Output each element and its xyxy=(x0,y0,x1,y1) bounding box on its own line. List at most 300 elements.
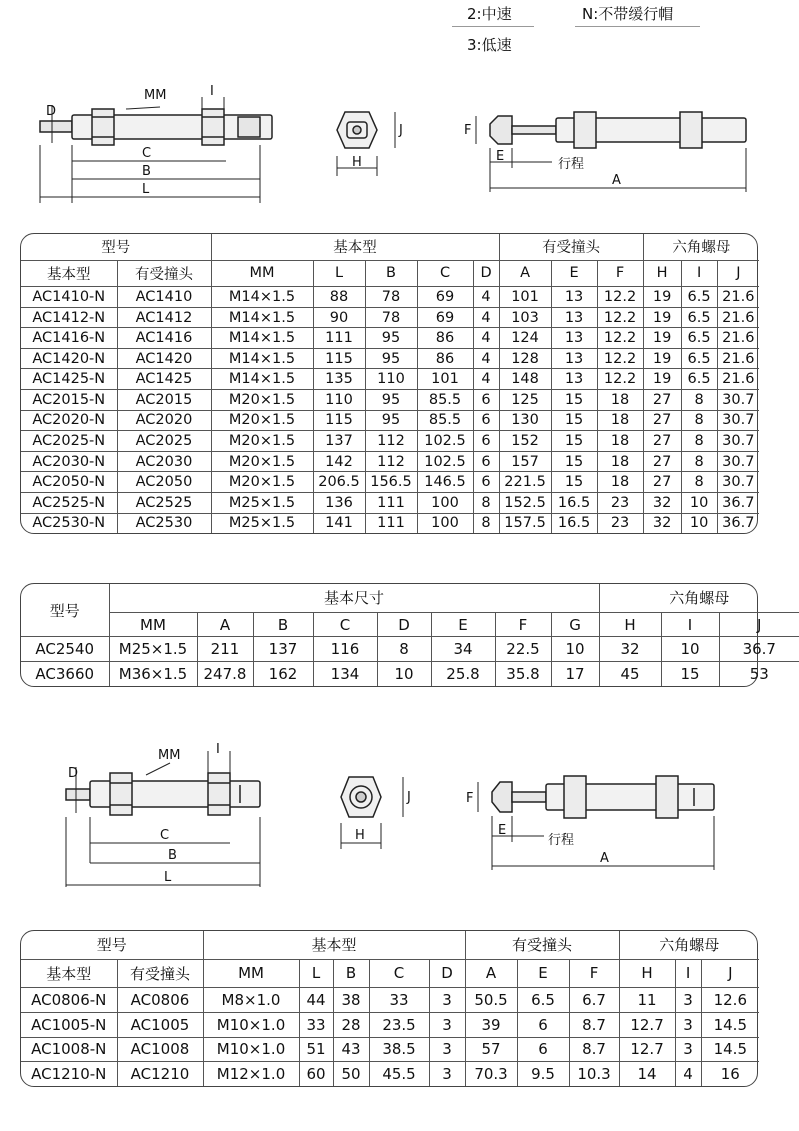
table-cell: 50.5 xyxy=(465,988,517,1013)
table-cell: 17 xyxy=(551,662,599,686)
column-header-row xyxy=(21,959,759,988)
table-cell: 111 xyxy=(365,492,417,513)
table-cell: 38.5 xyxy=(369,1037,429,1062)
table-cell: M25×1.5 xyxy=(211,513,313,533)
column-header-row xyxy=(21,612,799,637)
table-cell: 90 xyxy=(313,307,365,328)
dim-label-j: J xyxy=(407,790,411,805)
table-cell: 18 xyxy=(597,431,643,452)
table-cell: 15 xyxy=(551,410,597,431)
table-cell: 53 xyxy=(719,662,799,686)
table-cell: AC1410-N xyxy=(21,287,117,308)
column-header: E xyxy=(431,612,495,637)
group-header-nut: 六角螺母 xyxy=(619,931,759,959)
table-cell: AC2030-N xyxy=(21,451,117,472)
table-cell: 125 xyxy=(499,390,551,411)
table-cell: M14×1.5 xyxy=(211,369,313,390)
table-cell: 8 xyxy=(681,472,717,493)
table-row xyxy=(21,369,759,390)
column-header: 有受撞头 xyxy=(117,260,211,287)
table-cell: 6 xyxy=(473,451,499,472)
column-header: I xyxy=(675,959,701,988)
table-cell: 38 xyxy=(333,988,369,1013)
table-cell: AC2050-N xyxy=(21,472,117,493)
table-cell: 148 xyxy=(499,369,551,390)
table-row xyxy=(21,988,759,1013)
table-cell: AC2030 xyxy=(117,451,211,472)
table-cell: 57 xyxy=(465,1037,517,1062)
table-cell: 16 xyxy=(701,1062,759,1086)
table-row xyxy=(21,1037,759,1062)
table-cell: 6.5 xyxy=(681,328,717,349)
column-header: C xyxy=(369,959,429,988)
table-cell: 101 xyxy=(499,287,551,308)
table-cell: 36.7 xyxy=(719,637,799,662)
table-cell: 8 xyxy=(681,390,717,411)
table-cell: 12.2 xyxy=(597,287,643,308)
table-cell: 6.5 xyxy=(681,287,717,308)
table-cell: AC0806-N xyxy=(21,988,117,1013)
column-header: A xyxy=(499,260,551,287)
table-cell: 110 xyxy=(313,390,365,411)
table-cell: 128 xyxy=(499,348,551,369)
table-cell: 6.5 xyxy=(681,369,717,390)
table-cell: 10.3 xyxy=(569,1062,619,1086)
table-cell: AC1425 xyxy=(117,369,211,390)
group-header-nut: 六角螺母 xyxy=(599,584,799,612)
table-cell: M8×1.0 xyxy=(203,988,299,1013)
table-cell: 32 xyxy=(599,637,661,662)
table-cell: 51 xyxy=(299,1037,333,1062)
table-cell: 3 xyxy=(429,988,465,1013)
dim-label-f: F xyxy=(464,123,472,138)
table-row xyxy=(21,348,759,369)
table-cell: 10 xyxy=(377,662,431,686)
column-header: C xyxy=(417,260,473,287)
table-cell: 95 xyxy=(365,348,417,369)
table-cell: 23 xyxy=(597,492,643,513)
table-row xyxy=(21,492,759,513)
table-cell: 11 xyxy=(619,988,675,1013)
dim-label-c: C xyxy=(142,146,152,161)
table-cell: 21.6 xyxy=(717,348,759,369)
table-cell: 3 xyxy=(429,1037,465,1062)
table-cell: 137 xyxy=(253,637,313,662)
table-cell: 112 xyxy=(365,451,417,472)
table-cell: 19 xyxy=(643,348,681,369)
column-header: B xyxy=(253,612,313,637)
table-cell: M36×1.5 xyxy=(109,662,197,686)
table-cell: 4 xyxy=(473,369,499,390)
table-cell: 10 xyxy=(681,492,717,513)
table-cell: 12.2 xyxy=(597,307,643,328)
table-cell: M25×1.5 xyxy=(211,492,313,513)
table-cell: 8 xyxy=(681,431,717,452)
column-header: 基本型 xyxy=(21,260,117,287)
table-cell: 10 xyxy=(551,637,599,662)
table-cell: 85.5 xyxy=(417,410,473,431)
dim-label-stroke: 行程 xyxy=(548,833,575,848)
table-cell: 78 xyxy=(365,287,417,308)
group-header-nut: 六角螺母 xyxy=(643,234,759,260)
group-header-basic: 基本型 xyxy=(203,931,465,959)
table-cell: 27 xyxy=(643,390,681,411)
table-cell: 102.5 xyxy=(417,451,473,472)
table-cell: M20×1.5 xyxy=(211,390,313,411)
column-header: D xyxy=(377,612,431,637)
table-cell: 15 xyxy=(551,451,597,472)
table-cell: 3 xyxy=(429,1062,465,1086)
table-cell: 88 xyxy=(313,287,365,308)
table-cell: 162 xyxy=(253,662,313,686)
table-cell: 15 xyxy=(551,431,597,452)
table-cell: M10×1.0 xyxy=(203,1012,299,1037)
table-cell: 33 xyxy=(369,988,429,1013)
table-row xyxy=(21,637,799,662)
table-cell: 14.5 xyxy=(701,1037,759,1062)
table-cell: 4 xyxy=(473,348,499,369)
table-cell: 13 xyxy=(551,369,597,390)
table-cell: 35.8 xyxy=(495,662,551,686)
dim-label-b: B xyxy=(168,848,177,863)
table-cell: 115 xyxy=(313,348,365,369)
table-cell: 15 xyxy=(551,390,597,411)
table-cell: AC2015-N xyxy=(21,390,117,411)
table-cell: 8.7 xyxy=(569,1012,619,1037)
table-cell: 60 xyxy=(299,1062,333,1086)
capped-view-diagram-1 xyxy=(462,100,752,195)
table-cell: M14×1.5 xyxy=(211,307,313,328)
table-cell: 9.5 xyxy=(517,1062,569,1086)
table-cell: 19 xyxy=(643,369,681,390)
column-header: E xyxy=(517,959,569,988)
table-cell: 69 xyxy=(417,287,473,308)
table-cell: AC1008 xyxy=(117,1037,203,1062)
column-header: C xyxy=(313,612,377,637)
column-header: I xyxy=(681,260,717,287)
column-header: 基本型 xyxy=(21,959,117,988)
table-cell: 18 xyxy=(597,390,643,411)
column-header: F xyxy=(495,612,551,637)
table-cell: 18 xyxy=(597,451,643,472)
table-cell: M10×1.0 xyxy=(203,1037,299,1062)
column-header: D xyxy=(473,260,499,287)
table-cell: M20×1.5 xyxy=(211,410,313,431)
column-header: A xyxy=(465,959,517,988)
table-cell: 6 xyxy=(473,472,499,493)
table-cell: 23.5 xyxy=(369,1012,429,1037)
table-cell: 100 xyxy=(417,492,473,513)
table-cell: 13 xyxy=(551,348,597,369)
table-cell: 30.7 xyxy=(717,451,759,472)
column-header: A xyxy=(197,612,253,637)
column-header: H xyxy=(643,260,681,287)
table-cell: 50 xyxy=(333,1062,369,1086)
table-cell: 28 xyxy=(333,1012,369,1037)
table-cell: 13 xyxy=(551,287,597,308)
table-cell: 221.5 xyxy=(499,472,551,493)
table-cell: 16.5 xyxy=(551,492,597,513)
table-cell: 141 xyxy=(313,513,365,533)
group-header-basic-dims: 基本尺寸 xyxy=(109,584,599,612)
table-cell: 6 xyxy=(473,431,499,452)
table-cell: 12.7 xyxy=(619,1012,675,1037)
table-row xyxy=(21,1062,759,1086)
group-header-cap: 有受撞头 xyxy=(499,234,643,260)
table-cell: 112 xyxy=(365,431,417,452)
table-cell: 27 xyxy=(643,472,681,493)
table-cell: 115 xyxy=(313,410,365,431)
table-cell: 30.7 xyxy=(717,472,759,493)
table-cell: 69 xyxy=(417,307,473,328)
table-row xyxy=(21,472,759,493)
side-view-diagram-2 xyxy=(58,742,273,890)
table-cell: 12.2 xyxy=(597,348,643,369)
table-cell: 142 xyxy=(313,451,365,472)
dim-label-c: C xyxy=(160,828,170,843)
table-cell: 25.8 xyxy=(431,662,495,686)
table-cell: AC2025 xyxy=(117,431,211,452)
dim-label-d: D xyxy=(46,104,57,119)
dim-label-mm: MM xyxy=(144,88,167,103)
table-cell: 111 xyxy=(313,328,365,349)
table-row xyxy=(21,287,759,308)
table-cell: 45 xyxy=(599,662,661,686)
table-cell: 95 xyxy=(365,328,417,349)
table-cell: 36.7 xyxy=(717,492,759,513)
dim-label-a: A xyxy=(600,851,609,866)
table-cell: 27 xyxy=(643,410,681,431)
table-cell: 146.5 xyxy=(417,472,473,493)
column-header: F xyxy=(569,959,619,988)
column-header: L xyxy=(313,260,365,287)
dim-label-d: D xyxy=(68,766,79,781)
legend-medium-speed: 2:中速 xyxy=(467,5,512,23)
table-cell: 12.2 xyxy=(597,369,643,390)
dim-label-e: E xyxy=(496,149,505,164)
table-cell: 6.5 xyxy=(681,307,717,328)
table-row xyxy=(21,390,759,411)
table-cell: 8 xyxy=(473,492,499,513)
side-view-diagram-1 xyxy=(30,85,270,210)
group-header-basic: 基本型 xyxy=(211,234,499,260)
table-cell: M12×1.0 xyxy=(203,1062,299,1086)
table-cell: 157.5 xyxy=(499,513,551,533)
table-cell: 13 xyxy=(551,307,597,328)
table-cell: 137 xyxy=(313,431,365,452)
table-cell: 100 xyxy=(417,513,473,533)
table-row xyxy=(21,1012,759,1037)
table-cell: 6.7 xyxy=(569,988,619,1013)
legend-low-speed: 3:低速 xyxy=(467,36,512,54)
table-cell: AC1005 xyxy=(117,1012,203,1037)
table-cell: 135 xyxy=(313,369,365,390)
dim-label-h: H xyxy=(352,155,362,170)
table-cell: AC2050 xyxy=(117,472,211,493)
table-cell: AC1005-N xyxy=(21,1012,117,1037)
table-cell: 19 xyxy=(643,307,681,328)
spec-table-2 xyxy=(20,583,776,687)
table-cell: 110 xyxy=(365,369,417,390)
table-cell: M20×1.5 xyxy=(211,431,313,452)
table-cell: 21.6 xyxy=(717,328,759,349)
column-header: F xyxy=(597,260,643,287)
dim-label-i: I xyxy=(210,84,214,99)
group-header-cap: 有受撞头 xyxy=(465,931,619,959)
column-header: J xyxy=(701,959,759,988)
legend-divider xyxy=(452,26,534,27)
table-cell: AC1008-N xyxy=(21,1037,117,1062)
table-row xyxy=(21,513,759,533)
table-cell: 8 xyxy=(681,410,717,431)
table-cell: M20×1.5 xyxy=(211,451,313,472)
table-cell: M14×1.5 xyxy=(211,287,313,308)
table-cell: 103 xyxy=(499,307,551,328)
column-header: E xyxy=(551,260,597,287)
table-cell: 27 xyxy=(643,451,681,472)
table-cell: 15 xyxy=(551,472,597,493)
column-header: H xyxy=(599,612,661,637)
table-cell: 27 xyxy=(643,431,681,452)
column-header: J xyxy=(719,612,799,637)
table-cell: 102.5 xyxy=(417,431,473,452)
dim-label-stroke: 行程 xyxy=(558,157,585,172)
group-header-model: 型号 xyxy=(21,234,211,260)
table-cell: 6 xyxy=(473,410,499,431)
column-header-row xyxy=(21,260,759,287)
table-cell: AC1412-N xyxy=(21,307,117,328)
table-cell: 30.7 xyxy=(717,390,759,411)
table-cell: 101 xyxy=(417,369,473,390)
end-view-diagram-2 xyxy=(335,765,425,855)
table-cell: AC2525-N xyxy=(21,492,117,513)
table-cell: AC2020-N xyxy=(21,410,117,431)
table-cell: 8 xyxy=(473,513,499,533)
table-cell: 6.5 xyxy=(517,988,569,1013)
column-header: I xyxy=(661,612,719,637)
table-cell: 19 xyxy=(643,287,681,308)
table-cell: M14×1.5 xyxy=(211,328,313,349)
column-header: B xyxy=(365,260,417,287)
dim-label-e: E xyxy=(498,823,507,838)
table-cell: 116 xyxy=(313,637,377,662)
table-cell: AC2015 xyxy=(117,390,211,411)
table-cell: 86 xyxy=(417,348,473,369)
table-cell: 36.7 xyxy=(717,513,759,533)
table-cell: M25×1.5 xyxy=(109,637,197,662)
table-cell: AC1416-N xyxy=(21,328,117,349)
table-cell: 4 xyxy=(675,1062,701,1086)
table-cell: 10 xyxy=(681,513,717,533)
table-cell: 247.8 xyxy=(197,662,253,686)
table-cell: 3 xyxy=(429,1012,465,1037)
capped-view-diagram-2 xyxy=(460,770,720,875)
table-cell: 34 xyxy=(431,637,495,662)
table-cell: AC1210 xyxy=(117,1062,203,1086)
table-cell: M20×1.5 xyxy=(211,472,313,493)
table-cell: 124 xyxy=(499,328,551,349)
table-cell: 111 xyxy=(365,513,417,533)
table-cell: 12.7 xyxy=(619,1037,675,1062)
table-row xyxy=(21,431,759,452)
legend-no-cap: N:不带缓行帽 xyxy=(582,5,674,23)
dim-label-b: B xyxy=(142,164,151,179)
end-view-diagram-1 xyxy=(325,100,415,180)
table-cell: 13 xyxy=(551,328,597,349)
table-cell: 85.5 xyxy=(417,390,473,411)
table-cell: 33 xyxy=(299,1012,333,1037)
table-cell: 130 xyxy=(499,410,551,431)
table-cell: 14 xyxy=(619,1062,675,1086)
table-cell: 21.6 xyxy=(717,369,759,390)
table-cell: 32 xyxy=(643,513,681,533)
column-header: MM xyxy=(203,959,299,988)
table-cell: AC2540 xyxy=(21,637,109,662)
column-header: 有受撞头 xyxy=(117,959,203,988)
column-header: MM xyxy=(211,260,313,287)
table-cell: AC2525 xyxy=(117,492,211,513)
table-cell: AC2530-N xyxy=(21,513,117,533)
table-cell: AC1420 xyxy=(117,348,211,369)
table-cell: AC3660 xyxy=(21,662,109,686)
dim-label-l: L xyxy=(142,182,150,197)
table-cell: 3 xyxy=(675,988,701,1013)
table-cell: AC1410 xyxy=(117,287,211,308)
table-cell: 4 xyxy=(473,287,499,308)
table-cell: 134 xyxy=(313,662,377,686)
table-cell: 32 xyxy=(643,492,681,513)
table-cell: 16.5 xyxy=(551,513,597,533)
table-cell: 15 xyxy=(661,662,719,686)
table-cell: 18 xyxy=(597,410,643,431)
table-cell: 21.6 xyxy=(717,307,759,328)
table-cell: AC1210-N xyxy=(21,1062,117,1086)
table-cell: AC2025-N xyxy=(21,431,117,452)
table-cell: AC1416 xyxy=(117,328,211,349)
column-header: G xyxy=(551,612,599,637)
legend-divider xyxy=(575,26,700,27)
table-cell: 14.5 xyxy=(701,1012,759,1037)
table-cell: 95 xyxy=(365,410,417,431)
table-cell: 45.5 xyxy=(369,1062,429,1086)
table-cell: 136 xyxy=(313,492,365,513)
table-cell: 206.5 xyxy=(313,472,365,493)
table-cell: AC2530 xyxy=(117,513,211,533)
table-cell: M14×1.5 xyxy=(211,348,313,369)
table-cell: 8 xyxy=(377,637,431,662)
dim-label-a: A xyxy=(612,173,621,188)
table-cell: 43 xyxy=(333,1037,369,1062)
table-cell: 6 xyxy=(517,1012,569,1037)
table-cell: AC1425-N xyxy=(21,369,117,390)
table-cell: 44 xyxy=(299,988,333,1013)
table-cell: 78 xyxy=(365,307,417,328)
group-header-model: 型号 xyxy=(21,584,109,637)
table-cell: 6.5 xyxy=(681,348,717,369)
table-cell: AC1412 xyxy=(117,307,211,328)
group-header-model: 型号 xyxy=(21,931,203,959)
table-row xyxy=(21,451,759,472)
dim-label-j: J xyxy=(399,123,403,138)
dim-label-h: H xyxy=(355,828,365,843)
column-header: H xyxy=(619,959,675,988)
table-cell: 4 xyxy=(473,307,499,328)
table-cell: 19 xyxy=(643,328,681,349)
table-cell: 152.5 xyxy=(499,492,551,513)
table-cell: 12.2 xyxy=(597,328,643,349)
dim-label-i: I xyxy=(216,742,220,757)
table-cell: 211 xyxy=(197,637,253,662)
